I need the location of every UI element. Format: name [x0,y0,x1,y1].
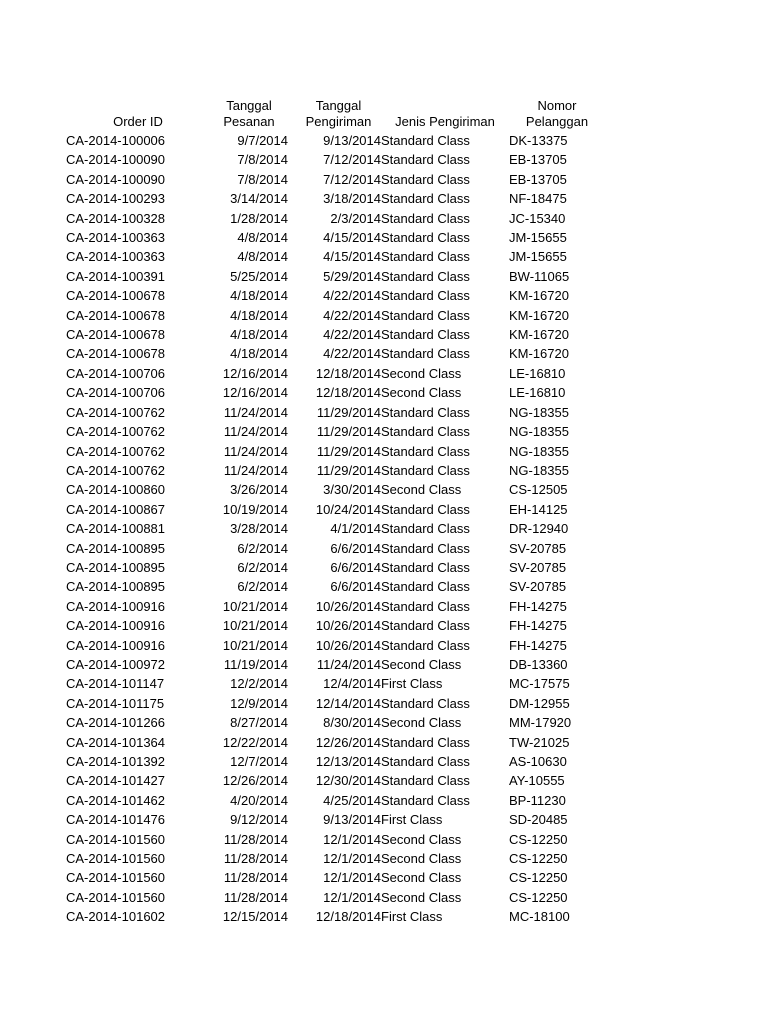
cell-tanggal-pesanan: 11/24/2014 [223,462,288,478]
cell-jenis-pengiriman: First Class [381,909,443,925]
header-tanggal-pesanan-line-1: Tanggal [226,98,272,113]
cell-tanggal-pengiriman: 12/1/2014 [323,870,381,886]
table-row [66,383,597,402]
cell-jenis-pengiriman: Standard Class [381,462,470,478]
cell-tanggal-pengiriman: 2/3/2014 [330,210,381,226]
cell-tanggal-pesanan: 11/28/2014 [223,851,288,867]
cell-tanggal-pesanan: 6/2/2014 [237,559,288,575]
cell-nomor-pelanggan: CS-12250 [509,851,568,867]
cell-tanggal-pesanan: 7/8/2014 [237,152,288,168]
cell-tanggal-pengiriman: 11/29/2014 [316,424,381,440]
table-row [66,170,597,189]
cell-order-id: CA-2014-100972 [66,656,166,672]
table-row [66,131,597,150]
cell-tanggal-pengiriman: 10/24/2014 [315,501,381,517]
cell-nomor-pelanggan: NG-18355 [509,404,569,420]
cell-order-id: CA-2014-100762 [66,424,166,440]
cell-jenis-pengiriman: Standard Class [381,754,470,769]
header-tanggal-pengiriman [288,98,381,131]
cell-tanggal-pengiriman: 4/22/2014 [323,327,381,343]
cell-jenis-pengiriman: Standard Class [381,404,470,420]
cell-tanggal-pengiriman: 11/29/2014 [316,443,381,459]
cell-order-id: CA-2014-101476 [66,812,166,828]
header-tanggal-pengiriman-line-1: Tanggal [315,98,362,113]
cell-tanggal-pesanan: 11/24/2014 [223,404,288,420]
cell-tanggal-pengiriman: 6/6/2014 [330,540,381,556]
cell-tanggal-pesanan: 10/21/2014 [222,598,288,614]
cell-order-id: CA-2014-100881 [66,521,166,537]
header-nomor-pelanggan-line-2: Pelanggan [525,114,589,129]
table-row [66,364,597,383]
cell-jenis-pengiriman: Standard Class [381,501,470,517]
cell-order-id: CA-2014-100678 [66,346,166,362]
cell-jenis-pengiriman: Standard Class [381,540,470,556]
cell-jenis-pengiriman: Second Class [381,365,462,381]
table-row [66,674,597,693]
cell-tanggal-pesanan: 12/2/2014 [230,676,288,692]
table-row [66,267,597,286]
table-row [66,306,597,325]
cell-order-id: CA-2014-100678 [66,288,166,304]
cell-nomor-pelanggan: NG-18355 [509,443,569,459]
cell-order-id: CA-2014-100706 [66,365,166,381]
cell-order-id: CA-2014-100762 [66,462,166,478]
cell-order-id: CA-2014-101147 [66,676,165,692]
cell-tanggal-pengiriman: 12/26/2014 [315,734,381,750]
cell-nomor-pelanggan: EB-13705 [509,152,567,168]
cell-tanggal-pengiriman: 7/12/2014 [323,152,381,168]
cell-tanggal-pengiriman: 11/24/2014 [316,656,381,672]
cell-jenis-pengiriman: Standard Class [381,152,470,168]
cell-jenis-pengiriman: First Class [381,812,443,828]
table-row [66,558,597,577]
cell-tanggal-pengiriman: 8/30/2014 [323,715,381,731]
cell-order-id: CA-2014-100328 [66,210,166,226]
cell-jenis-pengiriman: Second Class [381,715,462,731]
table-row [66,325,597,344]
cell-jenis-pengiriman: Standard Class [381,424,470,440]
table-row [66,713,597,732]
header-tanggal-pengiriman-line-2: Pengiriman [305,114,372,129]
cell-tanggal-pesanan: 3/28/2014 [230,521,288,537]
table-row [66,461,597,480]
cell-tanggal-pengiriman: 10/26/2014 [315,618,381,634]
cell-tanggal-pengiriman: 6/6/2014 [330,559,381,575]
cell-tanggal-pesanan: 6/2/2014 [237,540,288,556]
cell-order-id: CA-2014-101364 [66,734,166,750]
table-row [66,539,597,558]
header-order-id [66,98,210,131]
cell-jenis-pengiriman: Standard Class [381,734,470,750]
cell-tanggal-pesanan: 11/24/2014 [223,443,288,459]
cell-nomor-pelanggan: CS-12505 [509,482,568,498]
table-row [66,403,597,422]
cell-jenis-pengiriman: Standard Class [381,443,470,459]
cell-jenis-pengiriman: Standard Class [381,307,470,323]
cell-nomor-pelanggan: KM-16720 [509,288,569,304]
table-row [66,344,597,363]
cell-order-id: CA-2014-100678 [66,327,166,343]
cell-tanggal-pesanan: 6/2/2014 [237,579,288,595]
cell-order-id: CA-2014-100867 [66,501,166,517]
cell-tanggal-pengiriman: 4/15/2014 [323,230,381,246]
cell-tanggal-pesanan: 11/28/2014 [223,870,288,886]
cell-order-id: CA-2014-100090 [66,171,166,187]
cell-jenis-pengiriman: Standard Class [381,288,470,304]
cell-order-id: CA-2014-101392 [66,754,166,769]
table-body [66,131,597,927]
table-row [66,247,597,266]
cell-jenis-pengiriman: Standard Class [381,171,470,187]
cell-nomor-pelanggan: JM-15655 [509,249,567,265]
cell-tanggal-pesanan: 11/19/2014 [223,656,288,672]
cell-tanggal-pengiriman: 10/26/2014 [315,637,381,653]
table-row [66,771,597,790]
cell-tanggal-pengiriman: 12/14/2014 [315,695,381,711]
cell-nomor-pelanggan: SD-20485 [509,812,568,828]
cell-tanggal-pengiriman: 12/13/2014 [315,754,381,769]
table-row [66,228,597,247]
header-row [66,98,597,131]
cell-nomor-pelanggan: NG-18355 [509,462,569,478]
cell-nomor-pelanggan: KM-16720 [509,307,569,323]
table-row [66,636,597,655]
cell-nomor-pelanggan: JC-15340 [509,210,566,226]
cell-order-id: CA-2014-101175 [66,695,165,711]
cell-nomor-pelanggan: NG-18355 [509,424,569,440]
cell-tanggal-pesanan: 10/21/2014 [222,637,288,653]
cell-order-id: CA-2014-101462 [66,792,166,808]
cell-jenis-pengiriman: Standard Class [381,559,470,575]
table-row [66,616,597,635]
cell-jenis-pengiriman: Second Class [381,831,462,847]
cell-order-id: CA-2014-100916 [66,598,166,614]
cell-nomor-pelanggan: FH-14275 [509,637,567,653]
cell-jenis-pengiriman: Standard Class [381,191,470,207]
cell-nomor-pelanggan: NF-18475 [509,191,567,207]
cell-tanggal-pengiriman: 12/1/2014 [323,889,381,905]
cell-tanggal-pesanan: 12/16/2014 [222,385,288,401]
cell-jenis-pengiriman: Second Class [381,851,462,867]
table-row [66,849,597,868]
cell-nomor-pelanggan: BP-11230 [509,792,566,808]
cell-order-id: CA-2014-100895 [66,540,166,556]
cell-tanggal-pesanan: 12/26/2014 [222,773,288,789]
cell-jenis-pengiriman: Standard Class [381,249,470,265]
cell-jenis-pengiriman: Standard Class [381,521,470,537]
header-jenis-pengiriman [381,98,509,131]
cell-tanggal-pengiriman: 4/25/2014 [323,792,381,808]
cell-tanggal-pesanan: 4/18/2014 [230,288,288,304]
cell-tanggal-pesanan: 3/26/2014 [230,482,288,498]
cell-tanggal-pengiriman: 10/26/2014 [315,598,381,614]
cell-nomor-pelanggan: FH-14275 [509,618,567,634]
cell-tanggal-pesanan: 8/27/2014 [230,715,288,731]
cell-order-id: CA-2014-100860 [66,482,166,498]
table-row [66,519,597,538]
table-row [66,694,597,713]
table-row [66,442,597,461]
cell-jenis-pengiriman: Standard Class [381,230,470,246]
table-header [66,98,597,131]
table-row [66,830,597,849]
cell-order-id: CA-2014-100706 [66,385,166,401]
cell-order-id: CA-2014-101560 [66,889,166,905]
cell-order-id: CA-2014-101560 [66,831,166,847]
cell-tanggal-pengiriman: 12/18/2014 [315,365,381,381]
cell-order-id: CA-2014-100762 [66,404,166,420]
table-row [66,907,597,926]
cell-jenis-pengiriman: Standard Class [381,133,470,148]
cell-order-id: CA-2014-101560 [66,851,166,867]
cell-order-id: CA-2014-100363 [66,249,166,265]
cell-tanggal-pesanan: 7/8/2014 [237,171,288,187]
cell-tanggal-pesanan: 4/20/2014 [230,792,288,808]
cell-jenis-pengiriman: Standard Class [381,598,470,614]
cell-nomor-pelanggan: DB-13360 [509,656,568,672]
header-tanggal-pesanan [210,98,288,131]
table-row [66,733,597,752]
cell-nomor-pelanggan: EB-13705 [509,171,567,187]
cell-tanggal-pengiriman: 11/29/2014 [316,462,381,478]
cell-tanggal-pengiriman: 12/30/2014 [315,773,381,789]
cell-tanggal-pesanan: 11/28/2014 [223,889,288,905]
table-row [66,422,597,441]
cell-nomor-pelanggan: TW-21025 [509,734,570,750]
cell-nomor-pelanggan: DM-12955 [509,695,570,711]
cell-tanggal-pengiriman: 9/13/2014 [323,133,381,148]
cell-tanggal-pengiriman: 4/22/2014 [323,346,381,362]
cell-tanggal-pengiriman: 6/6/2014 [330,579,381,595]
cell-tanggal-pesanan: 3/14/2014 [230,191,288,207]
cell-tanggal-pesanan: 4/8/2014 [237,230,288,246]
cell-jenis-pengiriman: Standard Class [381,579,470,595]
cell-tanggal-pengiriman: 12/1/2014 [323,831,381,847]
cell-nomor-pelanggan: SV-20785 [509,540,567,556]
cell-nomor-pelanggan: BW-11065 [509,268,570,284]
cell-jenis-pengiriman: Standard Class [381,773,470,789]
cell-nomor-pelanggan: CS-12250 [509,889,568,905]
cell-jenis-pengiriman: Second Class [381,870,462,886]
cell-tanggal-pesanan: 11/28/2014 [223,831,288,847]
cell-tanggal-pengiriman: 3/30/2014 [323,482,381,498]
cell-order-id: CA-2014-100895 [66,559,166,575]
cell-jenis-pengiriman: Standard Class [381,792,470,808]
cell-order-id: CA-2014-100916 [66,637,166,653]
cell-jenis-pengiriman: First Class [381,676,443,692]
table-row [66,500,597,519]
orders-table [66,98,597,927]
cell-tanggal-pengiriman: 4/22/2014 [323,288,381,304]
cell-tanggal-pengiriman: 5/29/2014 [323,268,381,284]
table-row [66,752,597,771]
cell-jenis-pengiriman: Second Class [381,889,462,905]
cell-nomor-pelanggan: AY-10555 [509,773,565,789]
table-row [66,480,597,499]
cell-nomor-pelanggan: DR-12940 [509,521,569,537]
cell-tanggal-pesanan: 10/21/2014 [222,618,288,634]
cell-order-id: CA-2014-101602 [66,909,166,925]
cell-order-id: CA-2014-101266 [66,715,166,731]
cell-nomor-pelanggan: CS-12250 [509,831,568,847]
cell-nomor-pelanggan: CS-12250 [509,870,568,886]
cell-order-id: CA-2014-101560 [66,870,166,886]
cell-nomor-pelanggan: MC-18100 [509,909,570,925]
header-nomor-pelanggan [509,98,597,131]
cell-order-id: CA-2014-100293 [66,191,166,207]
cell-jenis-pengiriman: Standard Class [381,210,470,226]
header-tanggal-pesanan-line-2: Pesanan [223,114,275,129]
cell-tanggal-pengiriman: 11/29/2014 [316,404,381,420]
cell-tanggal-pesanan: 5/25/2014 [230,268,288,284]
table-row [66,209,597,228]
cell-nomor-pelanggan: AS-10630 [509,754,567,769]
cell-jenis-pengiriman: Second Class [381,482,462,498]
cell-nomor-pelanggan: KM-16720 [509,327,569,343]
cell-tanggal-pengiriman: 4/22/2014 [323,307,381,323]
cell-tanggal-pengiriman: 7/12/2014 [323,171,381,187]
cell-tanggal-pengiriman: 3/18/2014 [323,191,381,207]
cell-order-id: CA-2014-100090 [66,152,166,168]
header-jenis-pengiriman-line-1: Jenis Pengiriman [395,114,495,129]
cell-tanggal-pengiriman: 12/18/2014 [315,909,381,925]
cell-nomor-pelanggan: MM-17920 [509,715,572,731]
cell-jenis-pengiriman: Standard Class [381,695,470,711]
cell-order-id: CA-2014-100762 [66,443,166,459]
table-row [66,868,597,887]
cell-tanggal-pengiriman: 12/1/2014 [323,851,381,867]
cell-jenis-pengiriman: Standard Class [381,637,470,653]
cell-tanggal-pesanan: 9/12/2014 [230,812,288,828]
table-row [66,597,597,616]
cell-jenis-pengiriman: Second Class [381,656,462,672]
cell-order-id: CA-2014-100363 [66,230,166,246]
cell-order-id: CA-2014-100006 [66,133,166,148]
cell-nomor-pelanggan: SV-20785 [509,579,567,595]
table-row [66,810,597,829]
cell-jenis-pengiriman: Standard Class [381,346,470,362]
cell-jenis-pengiriman: Standard Class [381,618,470,634]
cell-nomor-pelanggan: LE-16810 [509,365,566,381]
cell-order-id: CA-2014-100391 [66,268,166,284]
cell-tanggal-pesanan: 4/18/2014 [230,346,288,362]
cell-tanggal-pesanan: 9/7/2014 [237,133,288,148]
table-row [66,577,597,596]
cell-tanggal-pesanan: 12/7/2014 [230,754,288,769]
cell-tanggal-pengiriman: 9/13/2014 [323,812,381,828]
cell-tanggal-pesanan: 1/28/2014 [230,210,288,226]
cell-order-id: CA-2014-100895 [66,579,166,595]
cell-nomor-pelanggan: DK-13375 [509,133,568,148]
cell-tanggal-pesanan: 4/18/2014 [230,327,288,343]
cell-tanggal-pesanan: 12/15/2014 [222,909,288,925]
cell-tanggal-pesanan: 4/8/2014 [237,249,288,265]
cell-jenis-pengiriman: Second Class [381,385,462,401]
cell-order-id: CA-2014-100916 [66,618,166,634]
cell-nomor-pelanggan: LE-16810 [509,385,566,401]
header-nomor-pelanggan-line-1: Nomor [537,98,577,113]
table-row [66,286,597,305]
cell-order-id: CA-2014-101427 [66,773,166,789]
cell-jenis-pengiriman: Standard Class [381,268,470,284]
table-row [66,150,597,169]
table-row [66,655,597,674]
cell-tanggal-pesanan: 12/16/2014 [222,365,288,381]
table-row [66,888,597,907]
cell-tanggal-pengiriman: 4/1/2014 [330,521,381,537]
table-row [66,189,597,208]
cell-tanggal-pesanan: 10/19/2014 [222,501,288,517]
cell-nomor-pelanggan: MC-17575 [509,676,570,692]
cell-tanggal-pengiriman: 12/4/2014 [323,676,381,692]
cell-tanggal-pengiriman: 12/18/2014 [315,385,381,401]
header-order-id-line-1: Order ID [113,114,163,129]
cell-nomor-pelanggan: EH-14125 [509,501,568,517]
cell-tanggal-pesanan: 4/18/2014 [230,307,288,323]
cell-nomor-pelanggan: SV-20785 [509,559,567,575]
cell-tanggal-pesanan: 12/22/2014 [222,734,288,750]
cell-jenis-pengiriman: Standard Class [381,327,470,343]
table-row [66,791,597,810]
cell-nomor-pelanggan: JM-15655 [509,230,567,246]
cell-order-id: CA-2014-100678 [66,307,166,323]
cell-tanggal-pesanan: 11/24/2014 [223,424,288,440]
cell-tanggal-pesanan: 12/9/2014 [230,695,288,711]
cell-tanggal-pengiriman: 4/15/2014 [323,249,381,265]
cell-nomor-pelanggan: KM-16720 [509,346,569,362]
cell-nomor-pelanggan: FH-14275 [509,598,567,614]
